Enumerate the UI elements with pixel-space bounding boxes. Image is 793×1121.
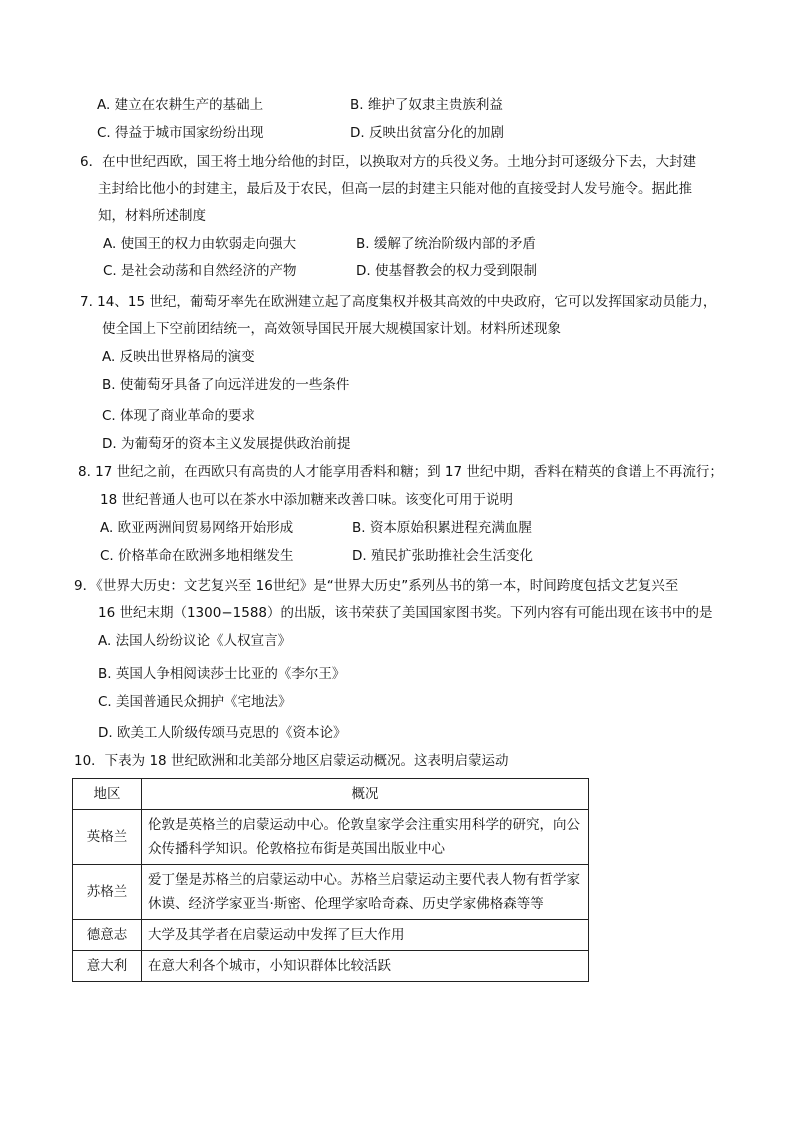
- q8-option-c: C. 价格革命在欧洲多地相继发生: [100, 548, 294, 564]
- q6-option-b: B. 缓解了统治阶级内部的矛盾: [356, 236, 536, 252]
- q5-option-d: D. 反映出贫富分化的加剧: [350, 125, 504, 141]
- q9-option-b: B. 英国人争相阅读莎士比亚的《李尔王》: [98, 666, 346, 682]
- table-row: [73, 920, 589, 951]
- desc-line: 爱丁堡是苏格兰的启蒙运动中心。苏格兰启蒙运动主要代表人物有哲学家: [148, 872, 580, 888]
- desc-line: 伦敦是英格兰的启蒙运动中心。伦敦皇家学会注重实用科学的研究，向公: [148, 817, 580, 833]
- q7-option-a: A. 反映出世界格局的演变: [102, 349, 255, 365]
- q7-option-d: D. 为葡萄牙的资本主义发展提供政治前提: [102, 436, 351, 452]
- q9-option-d: D. 欧美工人阶级传颂马克思的《资本论》: [98, 725, 347, 741]
- q7-option-c: C. 体现了商业革命的要求: [102, 408, 256, 424]
- q9-option-a: A. 法国人纷纷议论《人权宣言》: [98, 633, 292, 649]
- desc-line: 众传播科学知识。伦敦格拉布街是英国出版业中心: [148, 841, 445, 857]
- table-row: [73, 810, 589, 865]
- q5-option-b: B. 维护了奴隶主贵族利益: [350, 97, 503, 113]
- enlightenment-table: [72, 778, 589, 982]
- table-row: [73, 865, 589, 920]
- q7-stem-line1: 7. 14、15 世纪，葡萄牙率先在欧洲建立起了高度集权并极其高效的中央政府，它可以发挥国家动员能力，: [80, 294, 717, 310]
- table-cell-desc: 在意大利各个城市，小知识群体比较活跃: [142, 951, 589, 982]
- q10-stem: 10．下表为 18 世纪欧洲和北美部分地区启蒙运动概况。这表明启蒙运动: [74, 753, 509, 769]
- table-cell-desc: [142, 810, 589, 865]
- table-cell-desc: 大学及其学者在启蒙运动中发挥了巨大作用: [142, 920, 589, 951]
- q8-option-b: B. 资本原始积累进程充满血腥: [352, 520, 532, 536]
- table-cell-region: 德意志: [73, 920, 142, 951]
- table-row: [73, 951, 589, 982]
- q6-option-d: D. 使基督教会的权力受到限制: [356, 263, 537, 279]
- q9-option-c: C. 美国普通民众拥护《宅地法》: [98, 694, 292, 710]
- table-cell-region: 英格兰: [73, 810, 142, 865]
- table-header-region: 地区: [73, 779, 142, 810]
- q8-stem-line1: 8. 17 世纪之前，在西欧只有高贵的人才能享用香料和糖；到 17 世纪中期，香料在精英的食谱上不再流行；: [78, 464, 723, 480]
- desc-line: 休谟、经济学家亚当·斯密、伦理学家哈奇森、历史学家佛格森等等: [148, 896, 544, 912]
- q6-stem-line2: 主封给比他小的封建主，最后及于农民，但高一层的封建主只能对他的直接受封人发号施令。据此推: [98, 181, 692, 197]
- q9-stem-line2: 16 世纪末期（1300−1588）的出版，该书荣获了美国国家图书奖。下列内容有可能出现在该书中的是: [98, 605, 713, 621]
- q8-stem-line2: 18 世纪普通人也可以在茶水中添加糖来改善口味。该变化可用于说明: [100, 492, 513, 508]
- q7-stem-line2: 使全国上下空前团结统一，高效领导国民开展大规模国家计划。材料所述现象: [102, 321, 561, 337]
- table-header-row: [73, 779, 589, 810]
- table-cell-region: 意大利: [73, 951, 142, 982]
- q6-stem-line3: 知，材料所述制度: [98, 208, 206, 224]
- q8-option-a: A. 欧亚两洲间贸易网络开始形成: [100, 520, 294, 536]
- q5-option-c: C. 得益于城市国家纷纷出现: [97, 125, 264, 141]
- table-cell-desc: [142, 865, 589, 920]
- q6-option-c: C. 是社会动荡和自然经济的产物: [103, 263, 297, 279]
- q7-option-b: B. 使葡萄牙具备了向远洋进发的一些条件: [102, 377, 350, 393]
- q6-option-a: A. 使国王的权力由软弱走向强大: [103, 236, 297, 252]
- q6-stem-line1: 6．在中世纪西欧，国王将土地分给他的封臣，以换取对方的兵役义务。土地分封可逐级分下去，大封建: [80, 154, 697, 170]
- q8-option-d: D. 殖民扩张助推社会生活变化: [352, 548, 533, 564]
- q5-option-a: A. 建立在农耕生产的基础上: [97, 97, 264, 113]
- table-cell-region: 苏格兰: [73, 865, 142, 920]
- q9-stem-line1: 9．《世界大历史：文艺复兴至 16世纪》是“世界大历史”系列丛书的第一本，时间跨度包括文艺复兴至: [74, 578, 679, 594]
- table-header-desc: 概况: [142, 779, 589, 810]
